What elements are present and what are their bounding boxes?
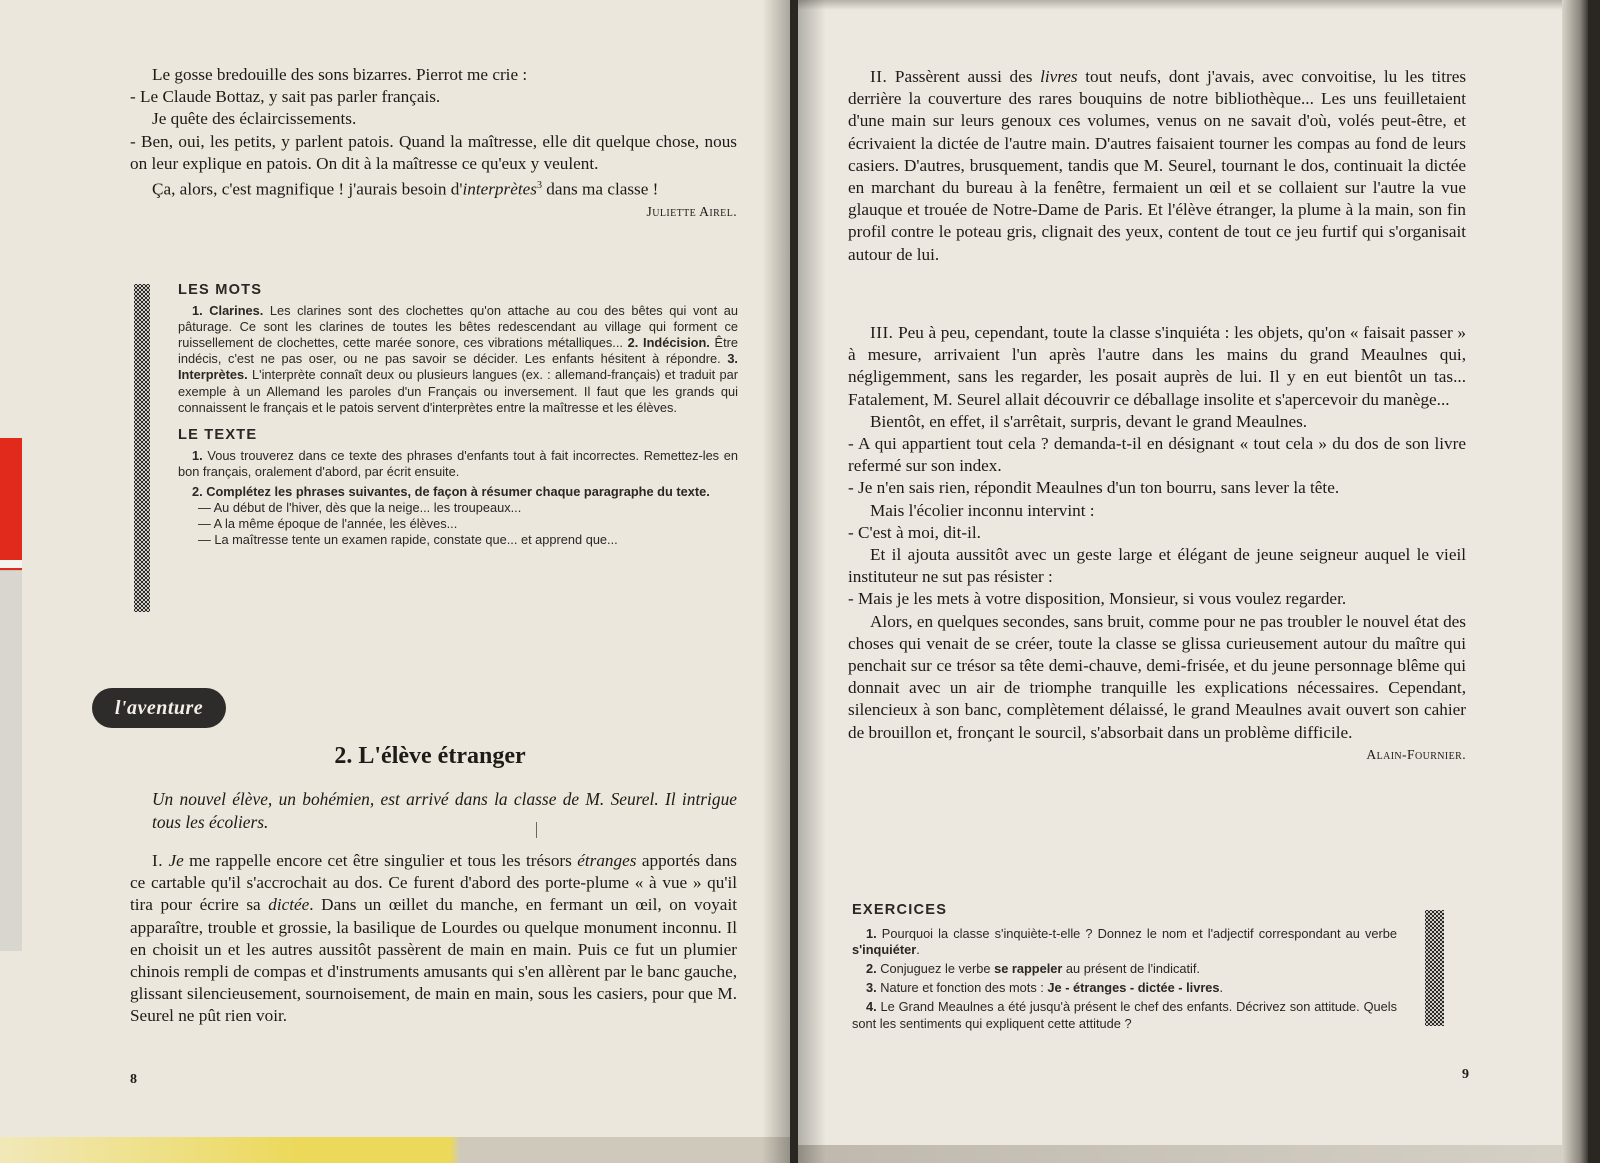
exercices-bar	[1425, 910, 1444, 1026]
les-mots-box	[178, 282, 738, 548]
chapter-intro: Un nouvel élève, un bohémien, est arrivé dans la classe de M. Seurel. Il intrigue tous les écoliers.	[152, 789, 737, 832]
gutter-shadow-left	[762, 0, 790, 1163]
les-mots-heading: LES MOTS	[178, 282, 263, 298]
les-mots-bar	[134, 284, 150, 612]
exercices-box	[852, 902, 1397, 1032]
le-texte-bullets	[178, 500, 738, 548]
paragraph-3: III. Peu à peu, cependant, toute la classe s'inquiéta : les objets, qu'on « faisait passer » à mesure, arrivaient l'un après l'autre dans les mains du grand Meaulnes qui, négligemment, sans les regarder, les posait auprès de lui. Il y en eut bientôt un tas... Fatalement, M. Seurel allait découvrir ce déballage insolite et s'apercevoir du manège... Bientôt, en effet, il s'arrêtait, surpris, devant le grand Meaulnes. - A qui appartient tout cela ? demanda-t-il en désignant « tout cela » du dos de son livre refermé sur son index. - Je n'en sais rien, répondit Meaulnes d'un ton bourru, sans lever la tête. Mais l'écolier inconnu intervint : - C'est à moi, dit-il. Et il ajouta aussitôt avec un geste large et élégant de jeune seigneur auquel le vieil instituteur ne sut pas résister : - Mais je les mets à votre disposition, Monsieur, si vous voulez regarder. Alors, en quelques secondes, sans bruit, comme pour ne pas troubler le nouvel état des choses qui venait de se créer, toute la classe se glissa curieusement autour du maître qui penchait sur ce trésor sa tête demi-chauve, demi-frisée, et du jeune personnage blême qui donnait avec un air de triomphe tranquille les explications nécessaires. Cependant, silencieux à son banc, complètement délaissé, le grand Meaulnes avait ouvert son cahier de brouillon et, fronçant le sourcil, s'absorbait dans un problème difficile. Alain-Fournier.	[848, 322, 1466, 766]
pencil-mark	[536, 822, 537, 838]
bottom-edge-band	[0, 1137, 790, 1163]
bottom-edge-band-right	[798, 1145, 1588, 1163]
paragraph-2: II. Passèrent aussi des livres tout neufs, dont j'avais, avec convoitise, lu les titres derrière la couverture des rares bouquins de notre bibliothèque... Les uns feuilletaient d'une main sur leurs genoux ces volumes, venus on ne savait d'où, volés peut-être, et écrivaient la dictée de l'autre main. D'autres faisaient tourner les compas au fond de leurs casiers. D'autres, brusquement, tandis que M. Seurel, tournant le dos, continuait la dictée en marchant du bureau à la fenêtre, fermaient un œil et se collaient sur l'autre la vue glauque et trouée de Notre-Dame de Paris. Et l'élève étranger, la plume à la main, son fin profil contre le poteau gris, clignait des yeux, content de tout ce jeu furtif qui s'organisait autour de lui.	[848, 67, 1467, 264]
exercice-item: 4. Le Grand Meaulnes a été jusqu'à présent le chef des enfants. Décrivez son attitude. Quels sont les sentiments qui expliquent cette attitude ?	[852, 999, 1397, 1031]
page-number-left: 8	[130, 1072, 137, 1087]
line-quete: Je quête des éclaircissements.	[152, 109, 357, 129]
exercices-heading: EXERCICES	[852, 902, 948, 918]
page-number-right: 9	[1462, 1067, 1469, 1082]
le-texte-item-1: 1. Vous trouverez dans ce texte des phrases d'enfants tout à fait incorrectes. Remettez-les en bon français, oralement d'abord, par écrit ensuite.	[178, 447, 738, 479]
exercice-item: 2. Conjuguez le verbe se rappeler au présent de l'indicatif.	[866, 961, 1200, 977]
page-edge-red-strip	[0, 438, 22, 570]
gutter-shadow-right	[798, 0, 826, 1163]
exercice-item: 3. Nature et fonction des mots : Je - étranges - dictée - livres.	[866, 980, 1224, 996]
continuation-text	[130, 64, 737, 223]
chapter-title: 2. L'élève étranger	[334, 743, 526, 769]
line-gosse: Le gosse bredouille des sons bizarres. Pierrot me crie :	[152, 65, 528, 84]
line-claude: - Le Claude Bottaz, y sait pas parler français.	[130, 87, 441, 107]
section-pill-aventure: l'aventure	[92, 688, 226, 728]
bullet-item: — La maîtresse tente un examen rapide, constate que... et apprend que...	[198, 532, 618, 548]
exercice-item: 1. Pourquoi la classe s'inquiète-t-elle ? Donnez le nom et l'adjectif correspondant au verbe s'inquiéter.	[852, 926, 1397, 958]
bullet-item: — A la même époque de l'année, les élèves...	[198, 516, 458, 532]
bullet-item: — Au début de l'hiver, dès que la neige... les troupeaux...	[198, 500, 522, 516]
line-ca-alors: Ça, alors, c'est magnifique ! j'aurais besoin d'interprètes$^3$ dans ma classe !	[152, 179, 659, 199]
paragraph-1: I. Je me rappelle encore cet être singulier et tous les trésors étranges apportés dans ce cartable qu'il s'accrochait au dos. Ce furent d'abord des porte-plume « à vue » qu'il tira pour écrire sa dictée. Dans un œillet du manche, en fermant un œil, on voyait apparaître, trouble et grossie, la basilique de Lourdes ou quelque monument inconnu. Il en choisit un et les autres aussitôt passèrent de main en main. Puis ce fut un plumier chinois rempli de compas et d'instruments amusants qui s'en allèrent par le banc gauche, glissant silencieusement, sournoisement, de main en main, sous les casiers, pour que M. Seurel ne pût rien voir.	[130, 851, 737, 1026]
signature-airel: Juliette Airel.	[646, 203, 737, 219]
left-page	[0, 0, 790, 1163]
right-page-edge	[1562, 0, 1588, 1163]
les-mots-text: 1. Clarines. Les clarines sont des clochettes qu'on attache au cou des bêtes qui vont au pâturage. Ce sont les clarines de toutes les bêtes redescendant au village qui forment ce ruissellement de clochettes, cette marée sonore, ces vibrations métalliques... 2. Indécision. Être indécis, c'est ne pas oser, ou ne pas savoir se décider. Les enfants hésitent à répondre. 3. Interprètes. L'interprète connaît deux ou plusieurs langues (ex. : allemand-français) et traduit par exemple à un Allemand les paroles d'un Français ou inversement. Il faut que les grands qui connaissent le français et le patois servent d'interprètes entre la maîtresse et les élèves.	[178, 303, 739, 415]
top-edge-shadow	[798, 0, 1588, 10]
page-edge-gray-strip	[0, 570, 22, 951]
line-ben-oui: - Ben, oui, les petits, y parlent patois. Quand la maîtresse, elle dit quelque chose, nous on leur explique en patois. On dit à la maîtresse ce qu'eux y veulent.	[130, 131, 737, 173]
le-texte-heading: LE TEXTE	[178, 426, 258, 443]
right-page	[798, 0, 1588, 1163]
le-texte-item-2: 2. Complétez les phrases suivantes, de façon à résumer chaque paragraphe du texte.	[192, 484, 710, 500]
page-edge-white-strip	[0, 560, 22, 568]
signature-alain-fournier: Alain-Fournier.	[1366, 746, 1466, 762]
